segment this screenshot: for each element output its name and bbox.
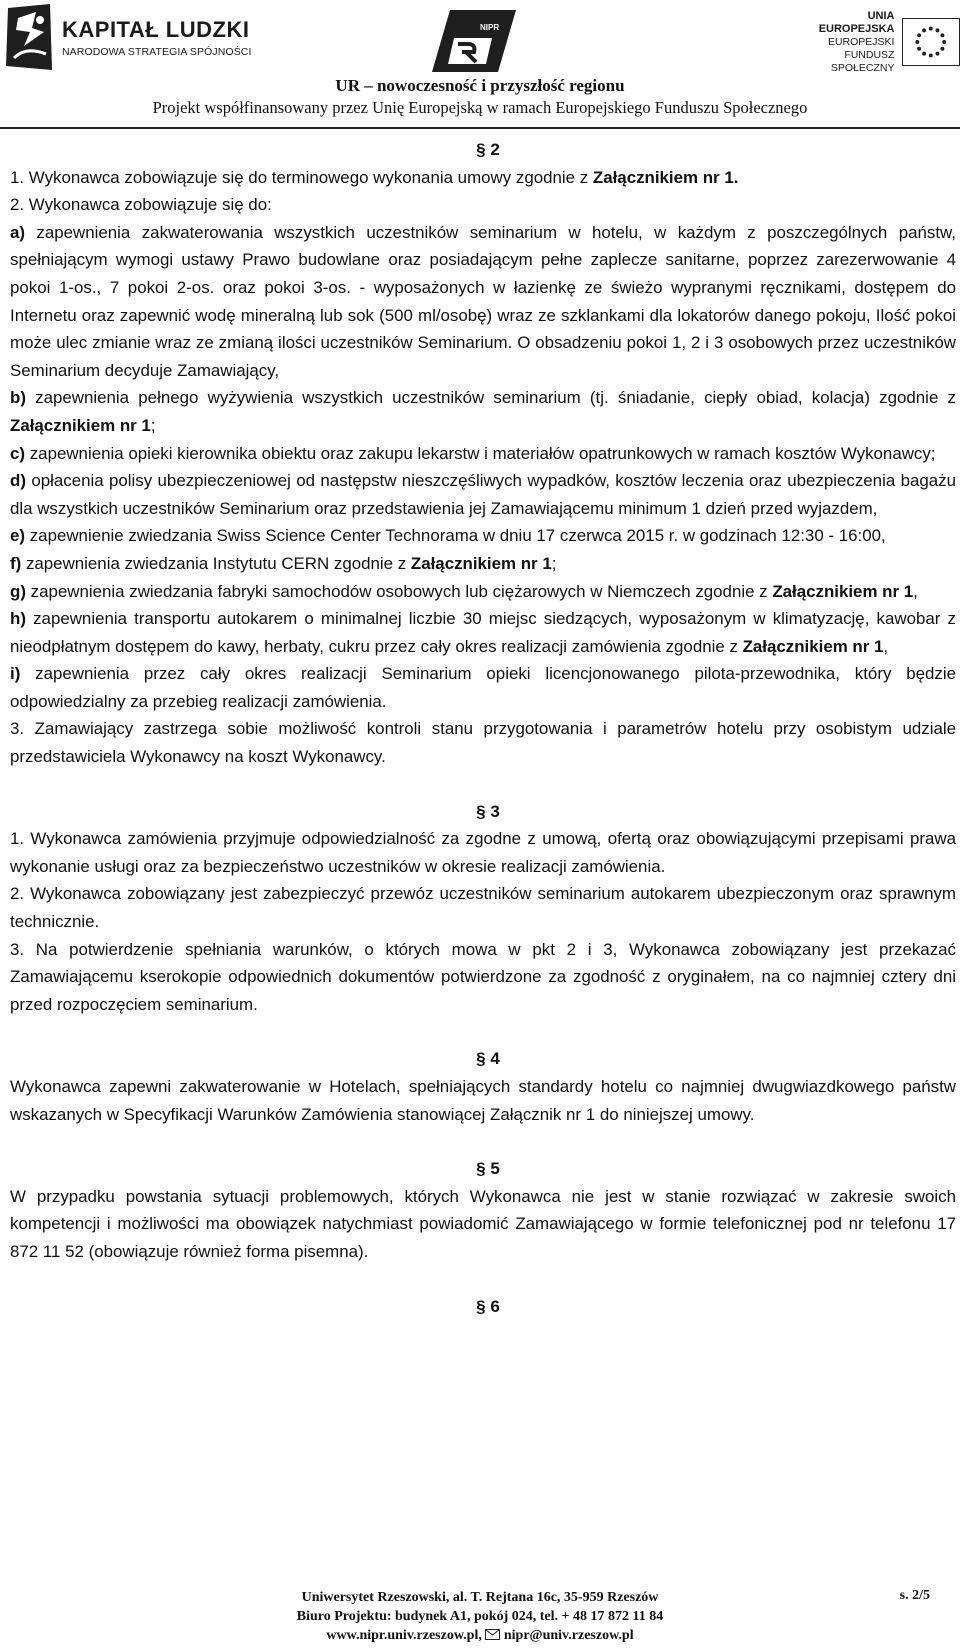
kl-logo-title: KAPITAŁ LUDZKI (62, 16, 250, 42)
s3-paragraph-2: 2. Wykonawca zobowiązany jest zabezpieczyć przewóz uczestników seminarium autokarem ubezpieczonym oraz sprawnym technicznie. (10, 884, 956, 932)
kapital-ludzki-logo (6, 0, 252, 74)
section-heading-2: § 2 (476, 140, 500, 159)
s2-p1-attachment-ref: Załącznikiem nr 1. (592, 167, 739, 187)
footer-email-link[interactable]: nipr@univ.rzeszow.pl (500, 1628, 634, 1643)
s2-item-b: b) zapewnienia pełnego wyżywienia wszystkich uczestników seminarium (tj. śniadanie, ciepły obiad, kolacja) zgodnie z Załącznikiem nr 1; (10, 388, 956, 435)
kl-logo-subtitle: NARODOWA STRATEGIA SPÓJNOŚCI (62, 45, 252, 58)
ue-logo-line3: FUNDUSZ SPOŁECZNY (830, 48, 895, 74)
s4-paragraph-1: Wykonawca zapewni zakwaterowanie w Hotelach, spełniających standardy hotelu co najmniej dwugwiazdkowego państw wskazanych w Specyfikacji Warunków Zamówienia stanowiącej Załącznik nr 1 do niniejszej umowy. (10, 1077, 956, 1124)
footer-office: Biuro Projektu: budynek A1, pokój 024, tel. + 48 17 872 11 84 (296, 1609, 664, 1624)
kapital-ludzki-emblem-icon (6, 2, 54, 72)
header-divider (0, 127, 960, 129)
ue-logo-line1: UNIA EUROPEJSKA (818, 9, 895, 35)
s2-paragraph-1: 1. Wykonawca zobowiązuje się do terminowego wykonania umowy zgodnie z Załącznikiem nr 1. (10, 167, 739, 187)
s5-paragraph-1: W przypadku powstania sytuacji problemowych, których Wykonawca nie jest w stanie rozwiązać w zakresie swoich kompetencji i możliwości ma obowiązek natychmiast powiadomić Zamawiającego w formie telefonicznej pod nr telefonu 17 872 11 52 (obowiązuje również forma pisemna). (10, 1186, 956, 1261)
section-heading-5: § 5 (476, 1159, 500, 1179)
s2-paragraph-2: 2. Wykonawca zobowiązuje się do: (10, 195, 272, 215)
nipr-logo (432, 8, 518, 74)
footer-website-link[interactable]: www.nipr.univ.rzeszow.pl, (326, 1628, 486, 1643)
s3-paragraph-3: 3. Na potwierdzenie spełniania warunków, o których mowa w pkt 2 i 3, Wykonawca zobowiązany jest przekazać Zamawiającemu kserokopie odpowiednich dokumentów potwierdzone za zgodność z oryginałem, na co najmniej cztery dni przed rozpoczęciem seminarium. (10, 939, 956, 1014)
section-heading-4: § 4 (476, 1049, 500, 1069)
envelope-icon (485, 1629, 500, 1640)
s2-paragraph-3: 3. Zamawiający zastrzega sobie możliwość kontroli stanu przygotowania i parametrów hotelu przy osobistym udziale przedstawiciela Wykonawcy na koszt Wykonawcy. (10, 719, 956, 767)
s2-item-h: h) zapewnienia transportu autokarem o minimalnej liczbie 30 miejsc siedzących, wyposażonym w klimatyzację, kawobar z nieodpłatnym dostępem do kawy, herbaty, cukru przez cały okres realizacji zamówienia zgodnie z Załącznikiem nr 1, (10, 609, 956, 656)
footer-contact (0, 1626, 960, 1645)
nipr-logo-text: NIPR (480, 23, 500, 32)
s2-item-e: e) zapewnienie zwiedzania Swiss Science Center Technorama w dniu 17 czerwca 2015 r. w godzinach 12:30 - 16:00, (10, 526, 886, 546)
document-body (10, 136, 956, 1320)
page-number: s. 2/5 (899, 1588, 930, 1603)
section-heading-6: § 6 (476, 1296, 500, 1316)
s2-item-g: g) zapewnienia zwiedzania fabryki samochodów osobowych lub ciężarowych w Niemczech zgodnie z Załącznikiem nr 1, (10, 581, 918, 601)
section-heading-3: § 3 (476, 801, 500, 821)
header-project-note: Projekt współfinansowany przez Unię Europejską w ramach Europejskiego Funduszu Społecznego (152, 98, 808, 117)
eu-logo (790, 10, 960, 74)
s2-item-c: c) zapewnienia opieki kierownika obiektu oraz zakupu lekarstw i materiałów opatrunkowych w ramach kosztów Wykonawcy; (10, 443, 936, 463)
ue-logo-line2: EUROPEJSKI (827, 35, 895, 48)
page-header (0, 0, 960, 128)
s3-paragraph-1: 1. Wykonawca zamówienia przyjmuje odpowiedzialność za zgodne z umową, ofertą oraz obowiązującymi przepisami prawa wykonanie usługi oraz za bezpieczeństwo uczestników w okresie realizacji zamówienia. (10, 829, 956, 876)
s2-item-i: i) zapewnienia przez cały okres realizacji Seminarium opieki licencjonowanego pilota-przewodnika, który będzie odpowiedzialny za przebieg realizacji zamówienia. (10, 664, 956, 711)
s2-item-d: d) opłacenia polisy ubezpieczeniowej od następstw nieszczęśliwych wypadków, kosztów leczenia oraz ubezpieczenia bagażu dla wszystkich uczestników Seminarium oraz przedstawienia jej Zamawiającemu minimum 1 dzień przed wyjazdem, (10, 471, 956, 518)
s2-item-f: f) zapewnienia zwiedzania Instytutu CERN zgodnie z Załącznikiem nr 1; (10, 553, 557, 573)
eu-flag-icon (902, 18, 960, 66)
page-footer (0, 1588, 960, 1645)
s2-item-a: a) zapewnienia zakwaterowania wszystkich uczestników seminarium w hotelu, w każdym z poszczególnych państw, spełniającym wymogi ustawy Prawo budowlane oraz posiadającym pełne zaplecze sanitarne, poprzez zarezerwowanie 4 pokoi 1-os., 7 pokoi 2-os. oraz pokoi 3-os. - wyposażonych w łazienkę ze świeżo wypranymi ręcznikami, dostępem do Internetu oraz zapewnić wodę mineralną lub sok (500 ml/osobę) wraz ze szklankami dla lokatorów danego pokoju, Ilość pokoi może ulec zmianie wraz ze zmianą ilości uczestników Seminarium. O obsadzeniu pokoi 1, 2 i 3 osobowych przez uczestników Seminarium decyduje Zamawiający, (10, 222, 956, 380)
header-slogan: UR – nowoczesność i przyszłość regionu (335, 76, 625, 95)
footer-address: Uniwersytet Rzeszowski, al. T. Rejtana 16c, 35-959 Rzeszów (301, 1590, 659, 1605)
